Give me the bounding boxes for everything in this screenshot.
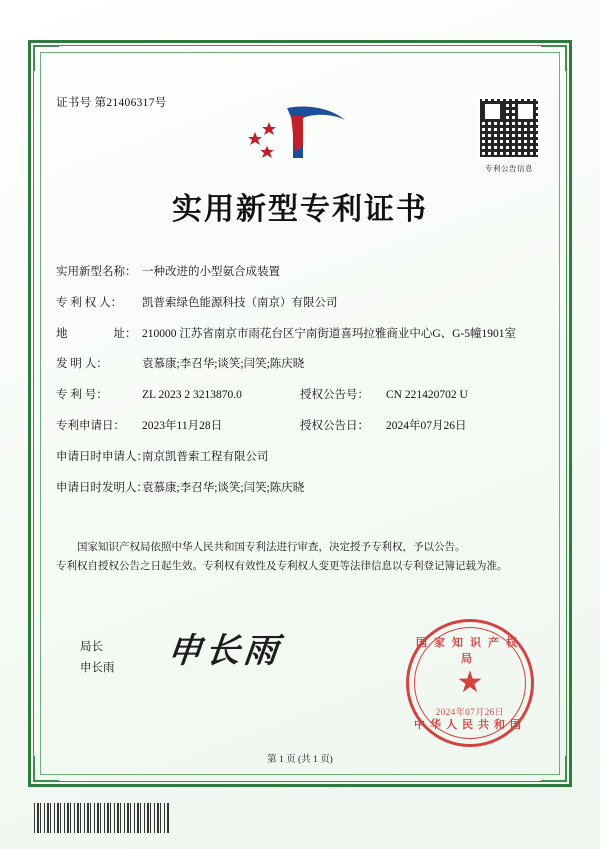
barcode [34,803,170,833]
fields-list [56,264,544,498]
field-value: 2023年11月28日 [142,420,223,433]
field-group-right [300,387,544,405]
legal-statement [56,538,544,578]
field-value: 一种改进的小型氨合成装置 [142,266,280,278]
qr-code-icon[interactable] [477,96,541,160]
official-seal [406,619,534,747]
field-label: 专利申请日： [56,420,125,433]
field-row-original-inventors [56,480,544,498]
director-name: 申长雨 [80,662,115,675]
seal-star-icon: ★ [456,666,484,700]
field-group-right [300,418,544,436]
field-label: 地 址： [56,327,137,340]
field-value: 袁慕康;李召华;谈笑;闫笑;陈庆晓 [142,481,305,494]
director-label [80,637,115,678]
field-row-utility-model-name [56,264,544,282]
field-label: 实用新型名称： [56,266,137,278]
field-value: 2024年07月26日 [386,420,467,433]
field-value: CN 221420702 U [386,389,468,402]
field-value: 210000 江苏省南京市雨花台区宁南街道喜玛拉雅商业中心G、G-5幢1901室 [142,327,517,340]
seal-text-top: 国家知识产权局 [416,637,524,666]
qr-code-block [474,96,544,174]
field-label: 发 明 人： [56,358,108,371]
page-number: 第 1 页 (共 1 页) [267,755,333,765]
cnipa-logo-icon [245,102,355,166]
qr-code-caption: 专利公告信息 [485,164,533,173]
statement-line-2: 专利权自授权公告之日起生效。专利权有效性及专利权人变更等法律信息以专利登记簿记载为准。 [56,561,508,573]
page-title: 实用新型专利证书 [172,192,428,227]
corner-ornament-top-left [33,45,59,71]
field-row-address [56,326,544,344]
seal-text-bottom: 中华人民共和国 [414,719,526,732]
corner-ornament-bottom-right [541,756,567,782]
field-label: 授权公告号： [300,389,369,402]
certificate-content [56,88,544,765]
corner-ornament-top-right [541,45,567,71]
field-value: 袁慕康;李召华;谈笑;闫笑;陈庆晓 [142,358,305,371]
signature-area [56,619,544,739]
field-label: 申请日时发明人： [56,481,148,494]
field-group-left [56,418,300,436]
field-value: ZL 2023 2 3213870.0 [142,389,242,402]
handwritten-signature: 申长雨 [165,631,284,672]
statement-line-1: 国家知识产权局依照中华人民共和国专利法进行审查，决定授予专利权，予以公告。 [77,541,466,553]
field-row-patentee [56,295,544,313]
field-row-original-applicant [56,449,544,467]
field-group-left [56,387,300,405]
field-row-inventors [56,356,544,374]
director-title: 局长 [80,641,103,654]
seal-date: 2024年07月26日 [435,707,505,718]
field-value: 凯普索绿色能源科技（南京）有限公司 [142,296,338,309]
field-label: 申请日时申请人： [56,450,148,463]
field-row-application-date [56,418,544,436]
field-value: 南京凯普索工程有限公司 [142,450,269,463]
certificate-number: 证书号 第21406317号 [56,97,167,109]
field-label: 专 利 号： [56,389,108,402]
field-label: 专 利 权 人： [56,296,123,309]
field-label: 授权公告日： [300,420,369,433]
field-row-patent-number [56,387,544,405]
